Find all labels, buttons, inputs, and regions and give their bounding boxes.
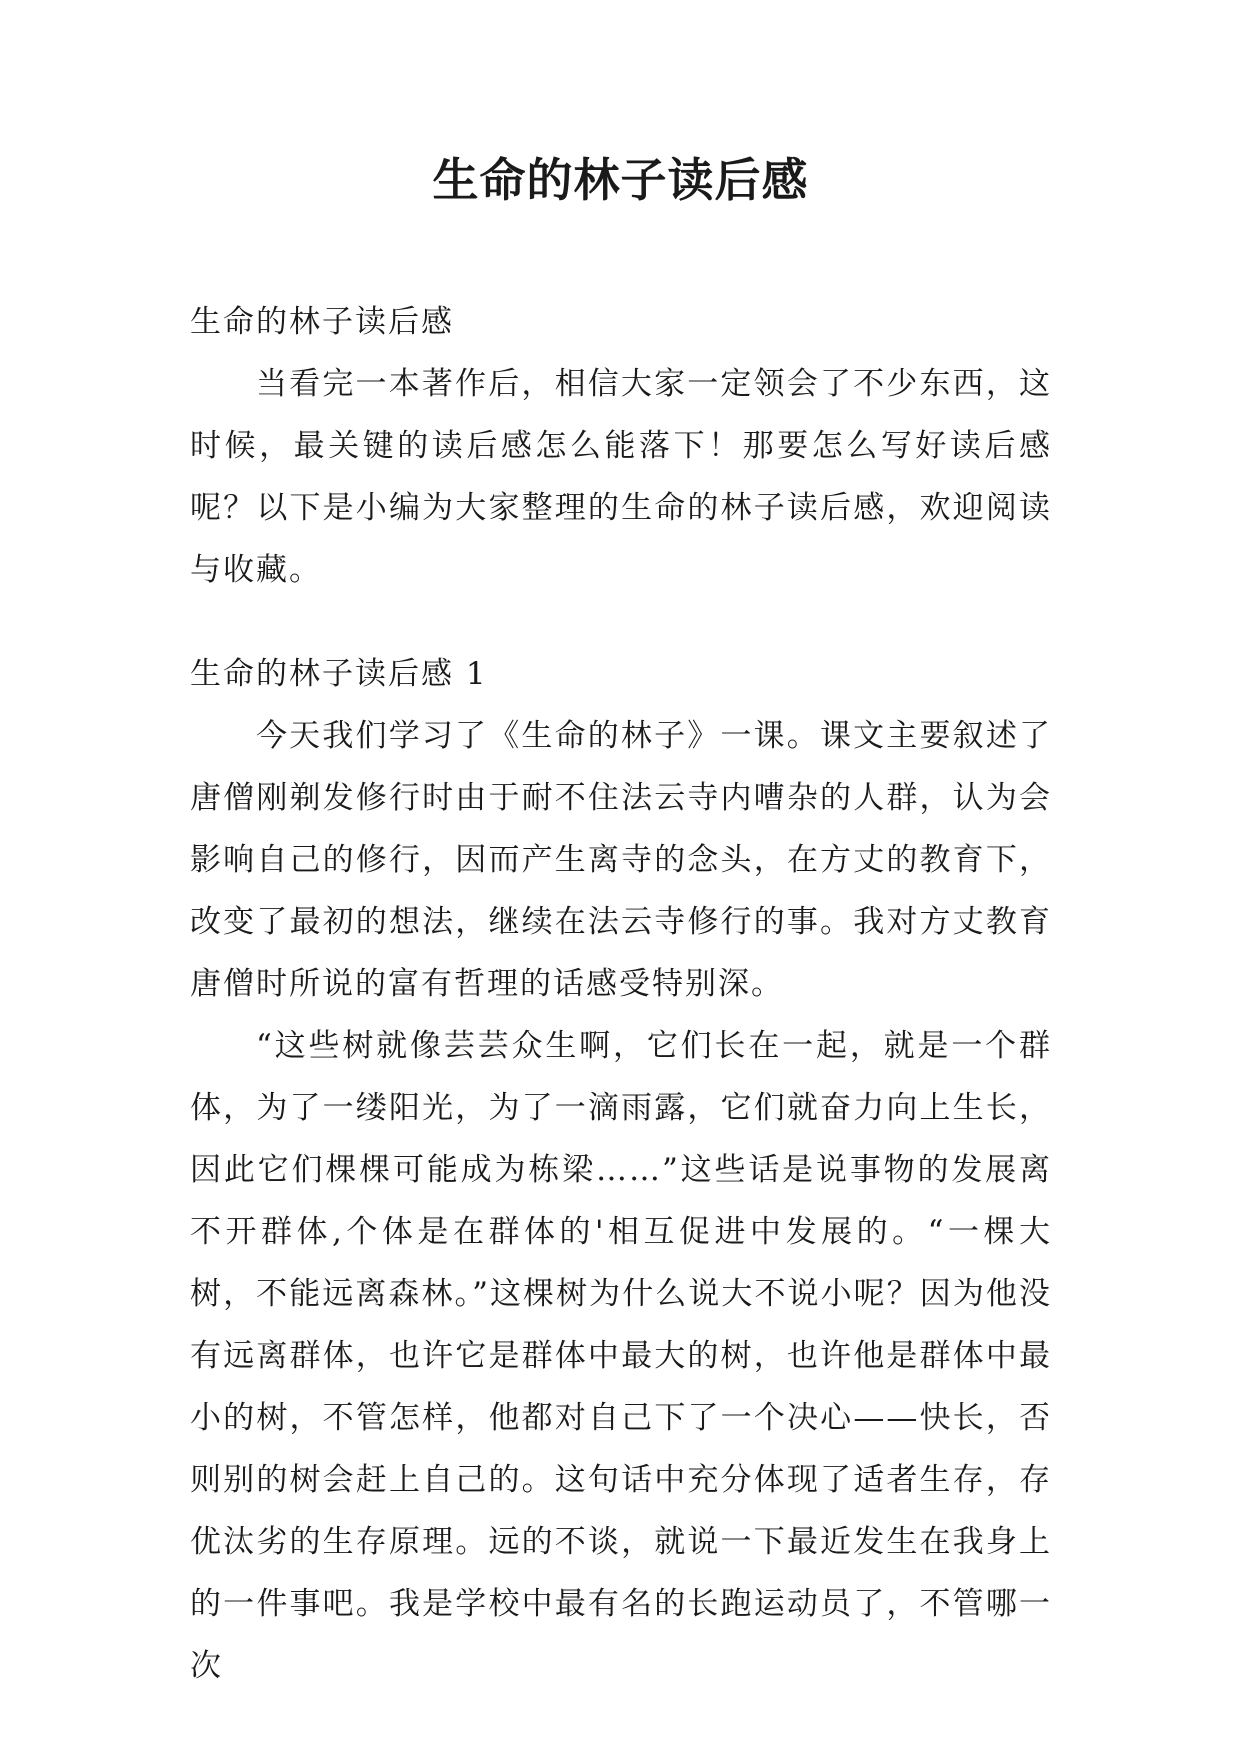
section-1-paragraph: “这些树就像芸芸众生啊，它们长在一起，就是一个群体，为了一缕阳光，为了一滴雨露，它们就奋力向上生长，因此它们棵棵可能成为栋梁……”这些话是说事物的发展离不开群体,个体是在群体的'相互促进中发展的。“一棵大树，不能远离森林。”这棵树为什么说大不说小呢？因为他没有远离群体，也许它是群体中最大的树，也许他是群体中最小的树，不管怎样，他都对自己下了一个决心——快长，否则别的树会赶上自己的。这句话中充分体现了适者生存，存优汰劣的生存原理。远的不谈，就说一下最近发生在我身上的一件事吧。我是学校中最有名的长跑运动员了，不管哪一次	[190, 1028, 1052, 1684]
intro-paragraph: 当看完一本著作后，相信大家一定领会了不少东西，这时候，最关键的读后感怎么能落下！那要怎么写好读后感呢？以下是小编为大家整理的生命的林子读后感，欢迎阅读与收藏。	[190, 366, 1052, 588]
section-1	[190, 643, 1052, 1697]
intro-heading: 生命的林子读后感	[190, 304, 454, 340]
section-1-paragraph: 今天我们学习了《生命的林子》一课。课文主要叙述了唐僧刚剃发修行时由于耐不住法云寺内嘈杂的人群，认为会影响自己的修行，因而产生离寺的念头，在方丈的教育下，改变了最初的想法，继续在法云寺修行的事。我对方丈教育唐僧时所说的富有哲理的话感受特别深。	[190, 718, 1052, 1002]
section-1-heading: 生命的林子读后感 1	[190, 656, 488, 692]
intro-section	[190, 291, 1052, 601]
document-title: 生命的林子读后感	[432, 153, 809, 207]
